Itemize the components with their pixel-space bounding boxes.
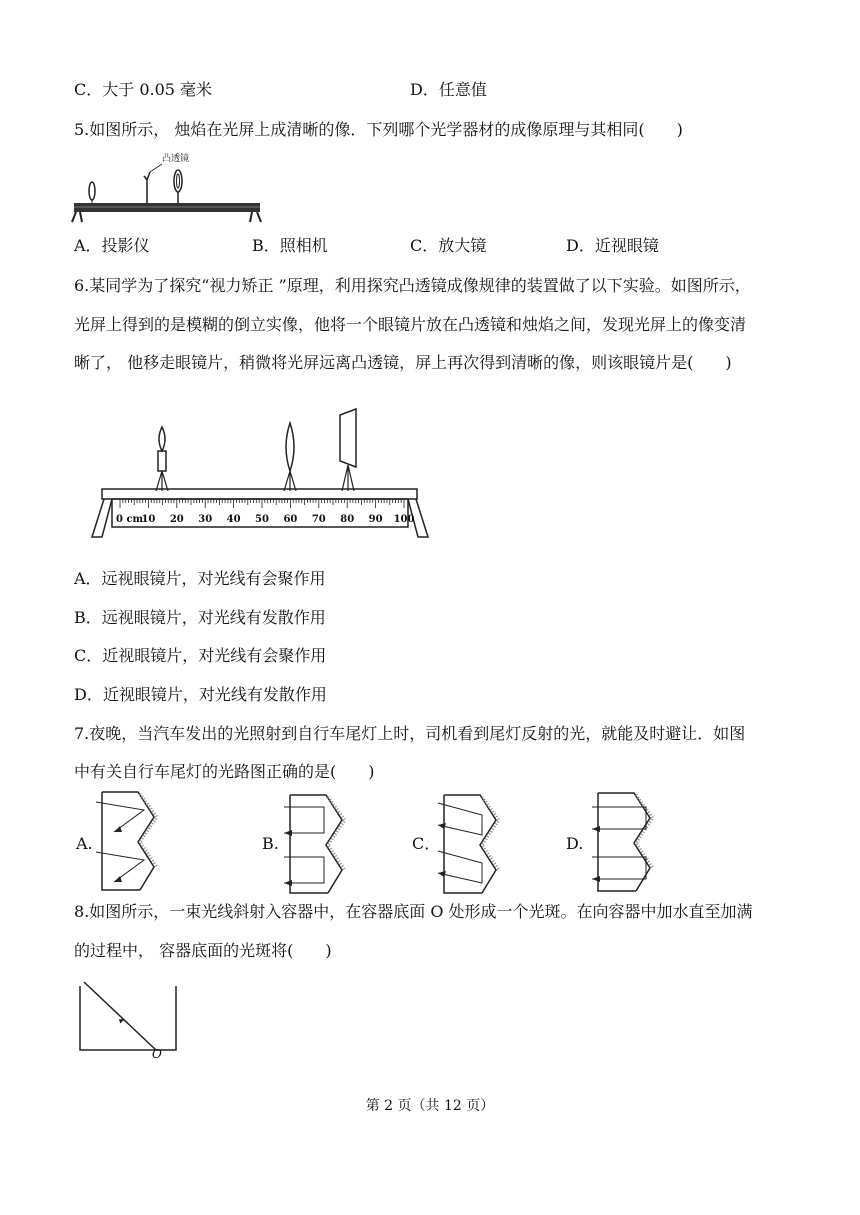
q6-figure-optical-bench: [90, 405, 440, 543]
q5-option-b: B．照相机: [252, 236, 328, 255]
q7-figure-a: [96, 792, 166, 892]
q7-figure-c: [438, 795, 508, 895]
ruler-label: 30: [198, 514, 213, 525]
ruler-label: 0 cm: [116, 514, 144, 525]
q8-point-label: O: [152, 1047, 162, 1061]
q7-label-d: D.: [566, 834, 584, 853]
q5-option-c: C．放大镜: [410, 236, 487, 255]
option-c: C．大于 0.05 毫米: [74, 80, 213, 99]
ruler-label: 100: [393, 514, 415, 525]
q7-figure-b: [284, 795, 354, 895]
q8-figure-container: [72, 978, 192, 1061]
q6-option-d: D．近视眼镜片，对光线有发散作用: [74, 685, 327, 704]
q6-option-b: B．远视眼镜片，对光线有发散作用: [74, 608, 326, 627]
q5-option-a: A．投影仪: [74, 236, 150, 255]
q6-stem-line-1: 6.某同学为了探究“视力矫正 ”原理，利用探究凸透镜成像规律的装置做了以下实验。如图所示，: [74, 276, 751, 295]
ruler-label: 70: [311, 514, 326, 525]
ruler-label: 50: [255, 514, 269, 525]
q7-label-a: A.: [76, 834, 93, 853]
q7-label-b: B.: [262, 834, 279, 853]
q8-stem-line-2: 的过程中， 容器底面的光斑将( ): [74, 941, 332, 960]
q6-option-c: C．近视眼镜片，对光线有会聚作用: [74, 646, 327, 665]
page-footer: 第 2 页（共 12 页）: [365, 1098, 495, 1114]
option-d: D．任意值: [410, 80, 487, 99]
q5-lens-label: 凸透镜: [162, 154, 190, 164]
ruler-label: 60: [283, 514, 298, 525]
q7-figure-d: [592, 793, 662, 893]
q6-stem-line-2: 光屏上得到的是模糊的倒立实像，他将一个眼镜片放在凸透镜和烛焰之间，发现光屏上的像变清: [74, 315, 747, 334]
ruler-label: 90: [368, 514, 383, 525]
q7-label-c: C．: [412, 834, 441, 853]
q6-stem-line-3: 晰了， 他移走眼镜片，稍微将光屏远离凸透镜，屏上再次得到清晰的像，则该眼镜片是( ): [74, 353, 732, 372]
q8-stem-line-1: 8.如图所示，一束光线斜射入容器中，在容器底面 O 处形成一个光斑。在向容器中加水直至加满: [74, 902, 753, 921]
ruler-label: 40: [226, 514, 241, 525]
q5-figure-optical-bench: [72, 148, 272, 228]
q5-stem: 5.如图所示， 烛焰在光屏上成清晰的像．下列哪个光学器材的成像原理与其相同( ): [74, 120, 683, 139]
q7-stem-line-1: 7.夜晚，当汽车发出的光照射到自行车尾灯上时，司机看到尾灯反射的光，就能及时避让．如图: [74, 724, 746, 743]
q5-option-d: D．近视眼镜: [566, 236, 659, 255]
ruler-label: 80: [340, 514, 355, 525]
ruler-label: 20: [169, 514, 184, 525]
q6-option-a: A．远视眼镜片，对光线有会聚作用: [74, 569, 326, 588]
ruler-label: 10: [141, 514, 156, 525]
q7-stem-line-2: 中有关自行车尾灯的光路图正确的是( ): [74, 762, 375, 781]
